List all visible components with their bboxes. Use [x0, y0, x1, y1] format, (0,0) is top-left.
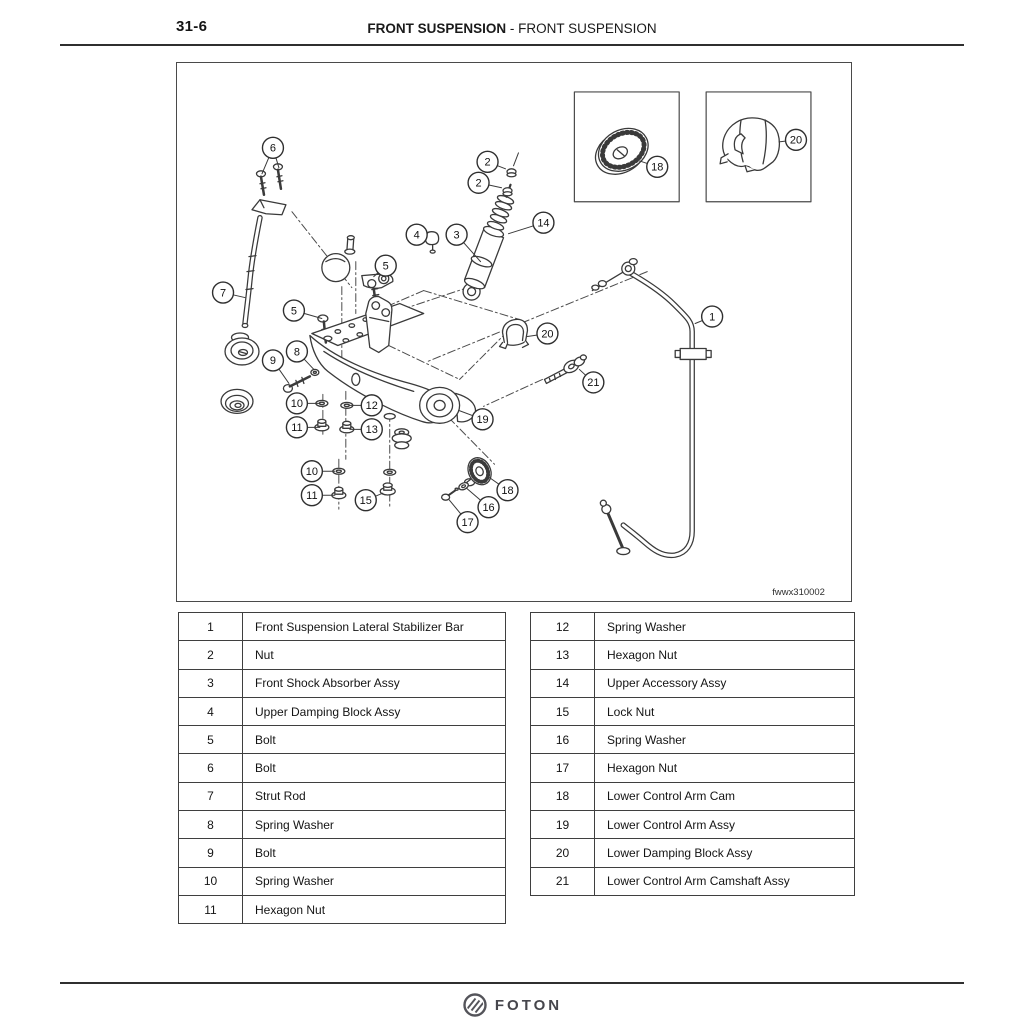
part-name: Bolt: [243, 754, 506, 782]
table-row: [531, 613, 855, 641]
part-name: Upper Damping Block Assy: [243, 697, 506, 725]
callout-number: 20: [541, 328, 554, 341]
part-number: 8: [179, 811, 243, 839]
part-number: 2: [179, 641, 243, 669]
part-number: 7: [179, 782, 243, 810]
part-name: Strut Rod: [243, 782, 506, 810]
part-number: 9: [179, 839, 243, 867]
part-name: Hexagon Nut: [595, 641, 855, 669]
table-row: [179, 839, 506, 867]
callout-number: 14: [537, 217, 550, 230]
part-name: Lower Control Arm Camshaft Assy: [595, 867, 855, 895]
callout-number: 1: [709, 311, 716, 324]
callout-number: 13: [365, 424, 378, 437]
callout-number: 5: [290, 305, 297, 318]
callout-number: 11: [291, 422, 303, 435]
part-name: Spring Washer: [243, 867, 506, 895]
callout-number: 16: [482, 501, 495, 514]
table-row: [531, 726, 855, 754]
table-row: [531, 867, 855, 895]
table-row: [179, 613, 506, 641]
callout-number: 17: [461, 516, 474, 529]
exploded-diagram: [176, 62, 852, 602]
part-number: 4: [179, 697, 243, 725]
part-name: Hexagon Nut: [595, 754, 855, 782]
part-name: Bolt: [243, 726, 506, 754]
suspension-diagram-svg: [177, 63, 851, 601]
callout-number: 20: [789, 134, 803, 147]
header-rule: [60, 44, 964, 46]
page-title-bold: FRONT SUSPENSION: [367, 21, 507, 36]
callout-number: 12: [365, 400, 378, 413]
table-row: [531, 697, 855, 725]
part-number: 6: [179, 754, 243, 782]
callout-number: 15: [359, 494, 372, 507]
camshaft-assy: [544, 355, 586, 383]
part-number: 3: [179, 669, 243, 697]
part-name: Lower Control Arm Cam: [595, 782, 855, 810]
part-number: 13: [531, 641, 595, 669]
table-row: [531, 811, 855, 839]
cam-group: [442, 454, 496, 500]
part-number: 14: [531, 669, 595, 697]
table-row: [179, 697, 506, 725]
part-number: 1: [179, 613, 243, 641]
part-name: Upper Accessory Assy: [595, 669, 855, 697]
callout-number: 10: [305, 466, 318, 479]
callout-number: 2: [484, 156, 491, 169]
strut-bushings: [221, 333, 259, 413]
page-title: [0, 21, 1024, 36]
callout-number: 18: [501, 484, 514, 497]
inset-cam-disc: [574, 92, 679, 202]
footer-logo: [0, 992, 1024, 1018]
part-name: Lower Damping Block Assy: [595, 839, 855, 867]
part-name: Bolt: [243, 839, 506, 867]
page-number: 31-6: [176, 18, 208, 35]
part-number: 17: [531, 754, 595, 782]
table-row: [531, 839, 855, 867]
figure-code: fwwx310002: [772, 587, 825, 599]
table-row: [531, 754, 855, 782]
table-row: [179, 811, 506, 839]
table-row: [179, 641, 506, 669]
callout-number: 21: [587, 377, 600, 390]
part-name: Front Suspension Lateral Stabilizer Bar: [243, 613, 506, 641]
stabilizer-bar: [592, 259, 711, 556]
part-number: 16: [531, 726, 595, 754]
callout-number: 4: [413, 229, 420, 242]
callout-number: 3: [453, 229, 460, 242]
table-row: [179, 782, 506, 810]
part-number: 15: [531, 697, 595, 725]
part-number: 21: [531, 867, 595, 895]
callout-number: 11: [306, 489, 318, 502]
table-row: [531, 669, 855, 697]
table-row: [531, 782, 855, 810]
part-number: 11: [179, 895, 243, 923]
part-name: Hexagon Nut: [243, 895, 506, 923]
part-number: 18: [531, 782, 595, 810]
callout-number: 5: [382, 260, 389, 273]
callout-number: 7: [219, 287, 227, 300]
callout-number: 18: [651, 161, 664, 174]
parts-table-left: [178, 612, 506, 924]
part-name: Lock Nut: [595, 697, 855, 725]
callout-number: 19: [476, 414, 489, 427]
table-row: [179, 726, 506, 754]
part-number: 12: [531, 613, 595, 641]
part-name: Nut: [243, 641, 506, 669]
strut-bolts: [256, 164, 282, 195]
lower-damping-block: [500, 319, 529, 348]
part-number: 19: [531, 811, 595, 839]
part-name: Spring Washer: [595, 726, 855, 754]
callout-number: 6: [269, 142, 277, 155]
callout-number: 2: [475, 177, 482, 190]
table-row: [179, 669, 506, 697]
part-name: Spring Washer: [595, 613, 855, 641]
parts-table-right: [530, 612, 855, 896]
part-name: Lower Control Arm Assy: [595, 811, 855, 839]
table-row: [179, 867, 506, 895]
lower-control-arm: [310, 296, 476, 423]
table-row: [179, 895, 506, 923]
small-hardware: [315, 400, 411, 498]
callout-number: 10: [290, 398, 304, 411]
table-row: [531, 641, 855, 669]
callout-number: 9: [269, 355, 277, 368]
part-name: Front Shock Absorber Assy: [243, 669, 506, 697]
page-title-rest: - FRONT SUSPENSION: [506, 21, 657, 36]
part-number: 5: [179, 726, 243, 754]
brand-name: FOTON: [494, 996, 563, 1014]
part-number: 10: [179, 867, 243, 895]
foton-emblem-icon: [462, 992, 488, 1018]
strut-rod: [242, 200, 286, 328]
callout-number: 8: [293, 346, 300, 359]
part-name: Spring Washer: [243, 811, 506, 839]
part-number: 20: [531, 839, 595, 867]
table-row: [179, 754, 506, 782]
footer-rule: [60, 982, 964, 984]
